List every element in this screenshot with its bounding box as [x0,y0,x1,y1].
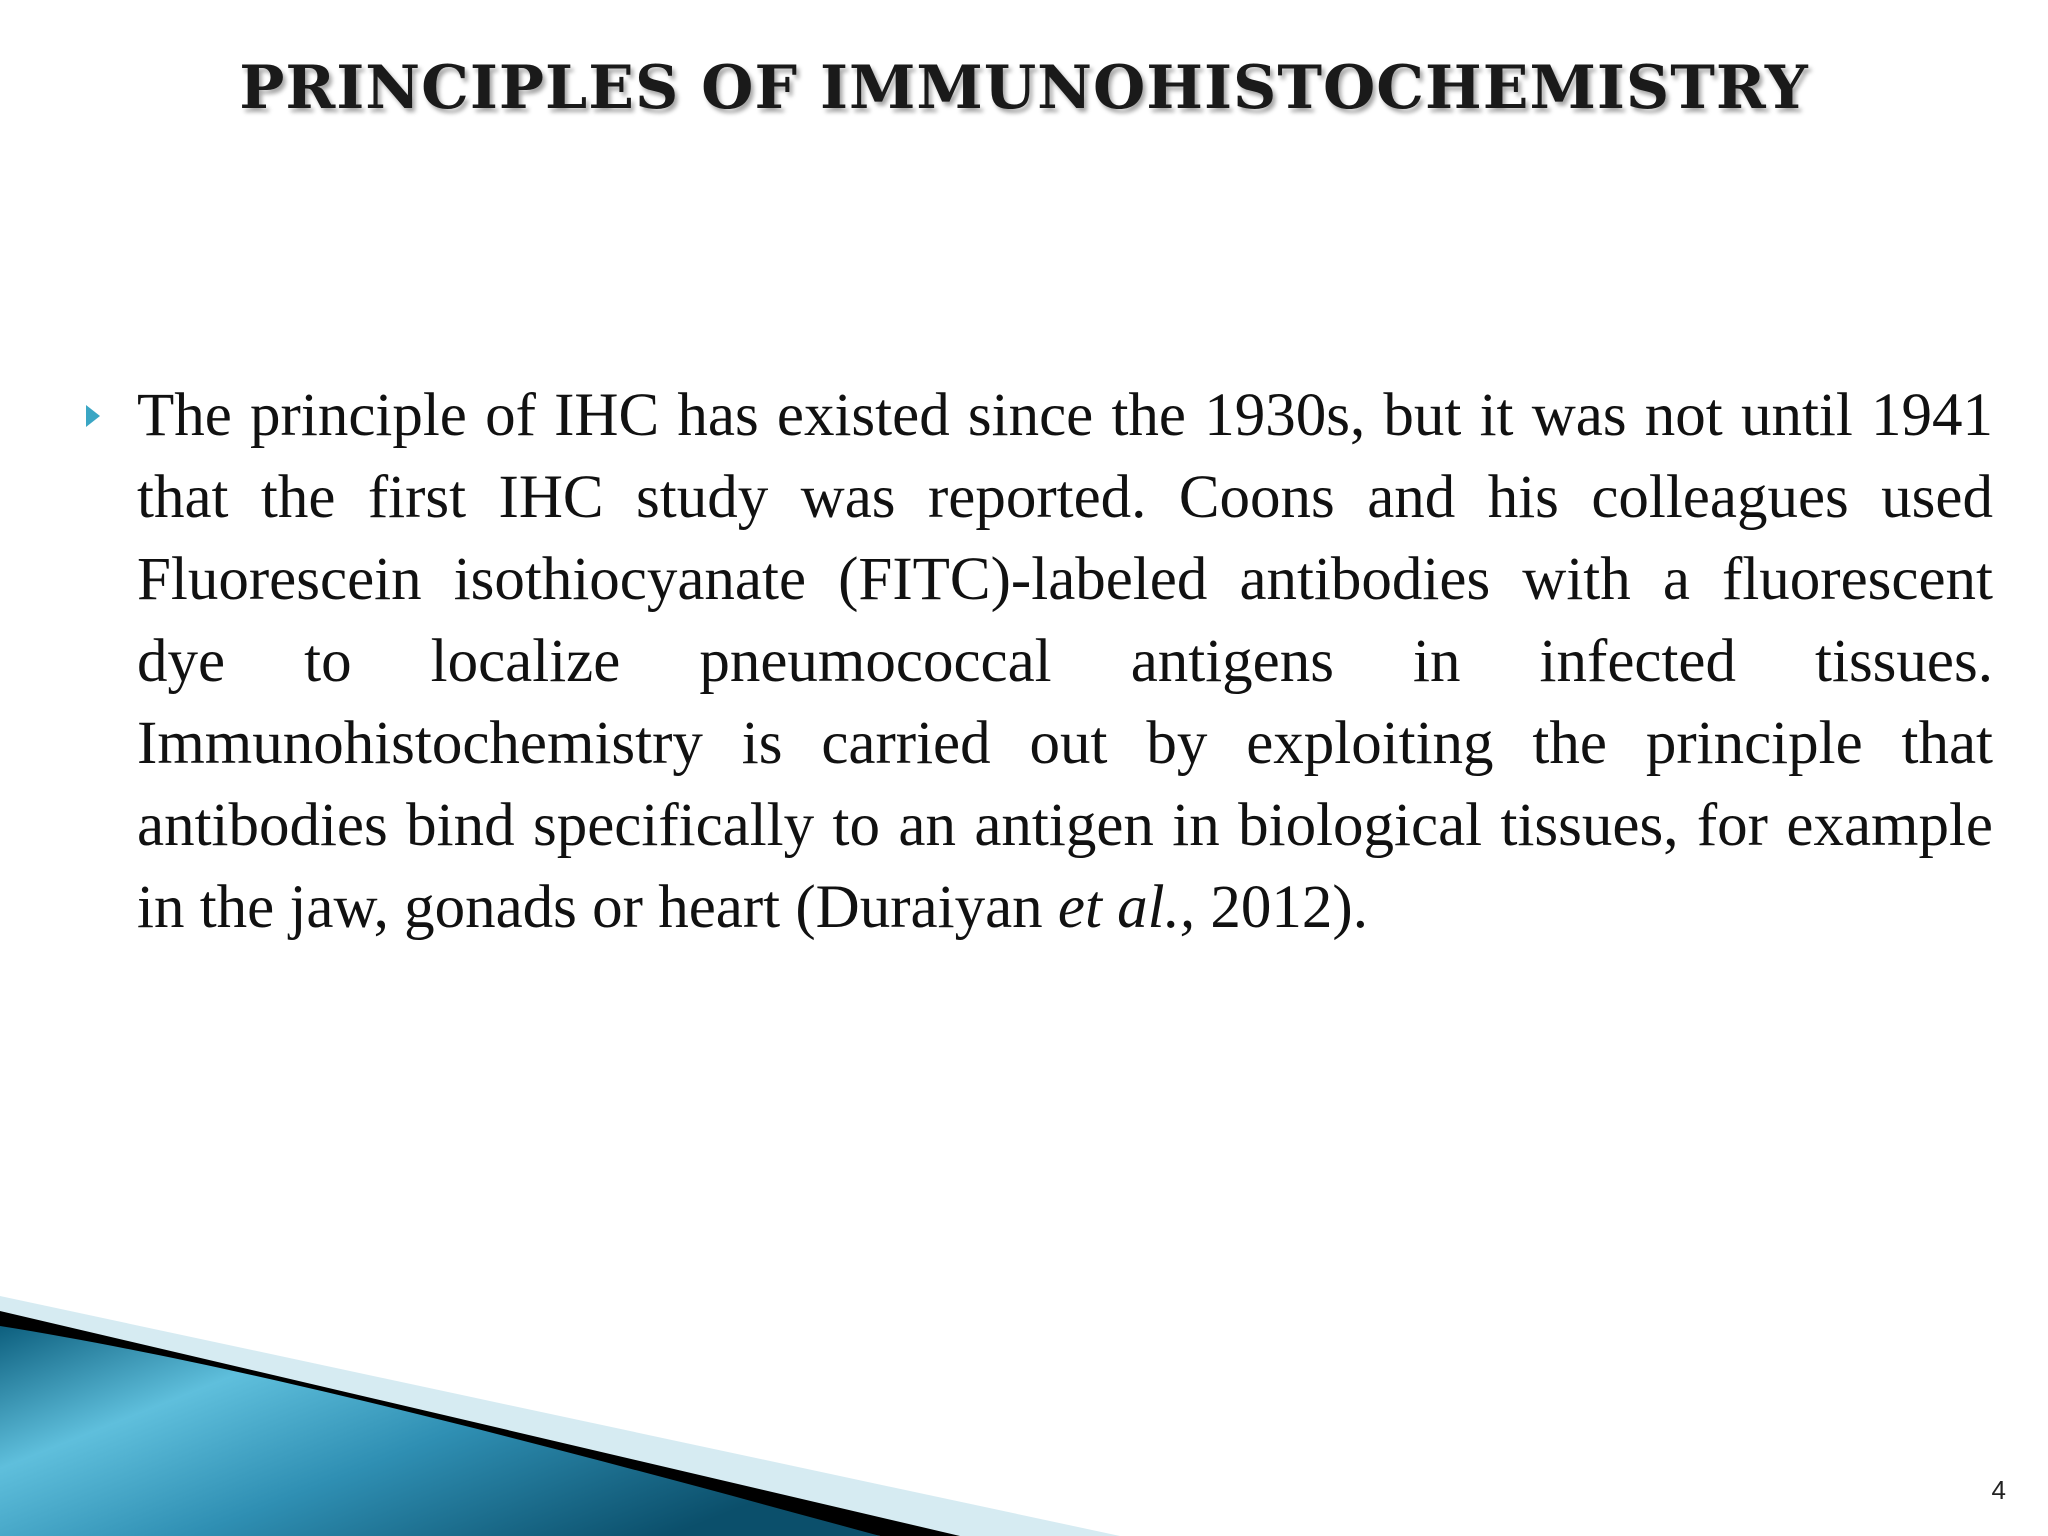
bullet-text [137,375,1993,949]
triangle-bullet-icon [86,405,100,427]
decorative-swoosh [0,1286,1120,1536]
bullet-item [78,375,1998,949]
body-text-italic: et al., [1057,874,1196,941]
body-text-start: The principle of IHC has existed since the 1930s, but it was not until 1941 that the first IHC study was reported. Coons and his colleagues used Fluorescein isothiocyanate (FITC)-labeled antibodies with a fluorescent dye to localize pneumococcal antigens in infected tissues. Immunohistochemistry is carried out by exploiting the principle that antibodies bind specifically to an antigen in biological tissues, for example in the jaw, gonads or heart (Duraiyan [137,382,1993,941]
body-text-end: 2012). [1195,874,1368,941]
swoosh-blue-band [0,1326,880,1536]
page-number: 4 [1991,1475,2006,1505]
slide-title: PRINCIPLES OF IMMUNOHISTOCHEMISTRY [239,53,1809,123]
